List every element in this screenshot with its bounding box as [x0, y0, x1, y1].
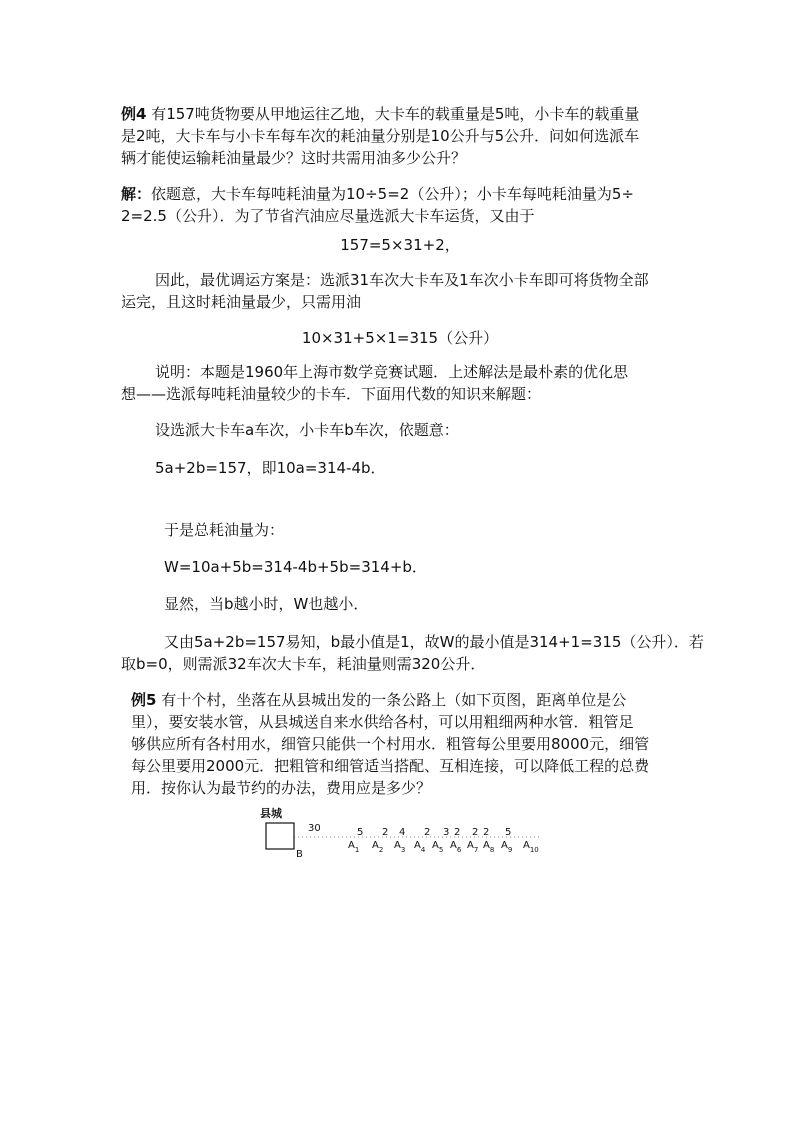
example4-label: 例4: [121, 105, 147, 123]
point-b-label: B: [296, 849, 303, 860]
road-diagram: [258, 805, 558, 865]
village-label-a5: $A_5$: [432, 840, 444, 854]
village-label-a2: $A_2$: [372, 840, 384, 854]
village-label-a9: $A_9$: [501, 840, 513, 854]
distance-7: 2: [472, 827, 479, 838]
distance-6: 2: [454, 827, 461, 838]
example4-problem-line-1: 例4 有157吨货物要从甲地运往乙地，大卡车的载重量是5吨，小卡车的载重量: [121, 105, 640, 123]
town-box: [266, 823, 294, 849]
example5-problem-line-3: 够供应所有各村用水，细管只能供一个村用水．粗管每公里要用8000元，细管: [131, 735, 650, 753]
distance-5: 3: [443, 827, 450, 838]
distance-9: 5: [505, 827, 512, 838]
obvious-line: 显然，当b越小时，W也越小．: [164, 595, 369, 613]
distance-3: 4: [399, 827, 406, 838]
final-line-1: 又由5a+2b=157易知，b最小值是1，故W的最小值是314+1=315（公升）．若: [164, 633, 704, 651]
village-label-a10: $A_{10}$: [523, 840, 539, 854]
town-label: 县城: [260, 807, 282, 820]
village-label-a6: $A_6$: [450, 840, 462, 854]
solution-line-2: 2=2.5（公升）．为了节省汽油应尽量选派大卡车运货，又由于: [121, 207, 535, 225]
example4-problem-line-2: 是2吨，大卡车与小卡车每车次的耗油量分别是10公升与5公升．问如何选派车: [121, 127, 640, 145]
total-formula: W=10a+5b=314-4b+5b=314+b．: [164, 558, 427, 576]
village-label-a7: $A_7$: [467, 840, 479, 854]
village-labels: [348, 840, 539, 854]
village-label-a3: $A_3$: [394, 840, 406, 854]
note-line-1: 说明：本题是1960年上海市数学竞赛试题．上述解法是最朴素的优化思: [155, 363, 629, 381]
plan-line-2: 运完，且这时耗油量最少，只需用油: [121, 293, 362, 311]
final-line-2: 取b=0，则需派32车次大卡车，耗油量则需320公升．: [121, 655, 486, 673]
distance-8: 2: [483, 827, 490, 838]
example5-problem-line-4: 每公里要用2000元．把粗管和细管适当搭配、互相连接，可以降低工程的总费: [131, 757, 650, 775]
total-label: 于是总耗油量为：: [164, 521, 285, 539]
example5-label: 例5: [131, 691, 157, 709]
distance-2: 2: [382, 827, 389, 838]
example5-problem-line-5: 用．按你认为最节约的办法，费用应是多少？: [131, 779, 432, 797]
algebra-line-2: 5a+2b=157，即10a=314-4b．: [155, 459, 386, 477]
distance-0: 30: [308, 823, 321, 834]
village-label-a4: $A_4$: [414, 840, 426, 854]
example4-problem-line-3: 辆才能使运输耗油量最少？这时共需用油多少公升？: [121, 149, 467, 167]
example5-problem-line-2: 里），要安装水管，从县城送自来水供给各村，可以用粗细两种水管．粗管足: [131, 713, 634, 731]
village-label-a1: $A_1$: [348, 840, 360, 854]
example5-problem-line-1: 例5 有十个村，坐落在从县城出发的一条公路上（如下页图，距离单位是公: [131, 691, 627, 709]
distance-4: 2: [424, 827, 431, 838]
plan-line-1: 因此，最优调运方案是：选派31车次大卡车及1车次小卡车即可将货物全部: [155, 271, 649, 289]
algebra-line-1: 设选派大卡车a车次，小卡车b车次，依题意：: [155, 421, 459, 439]
village-label-a8: $A_8$: [483, 840, 495, 854]
equation-1: 157=5×31+2，: [340, 236, 460, 254]
solution-label: 解：: [121, 185, 152, 203]
distance-1: 5: [357, 827, 364, 838]
note-line-2: 想——选派每吨耗油量较少的卡车．下面用代数的知识来解题：: [121, 385, 542, 403]
solution-line-1: 解：依题意，大卡车每吨耗油量为10÷5=2（公升）；小卡车每吨耗油量为5÷: [121, 185, 634, 203]
equation-2: 10×31+5×1=315（公升）: [301, 329, 499, 347]
